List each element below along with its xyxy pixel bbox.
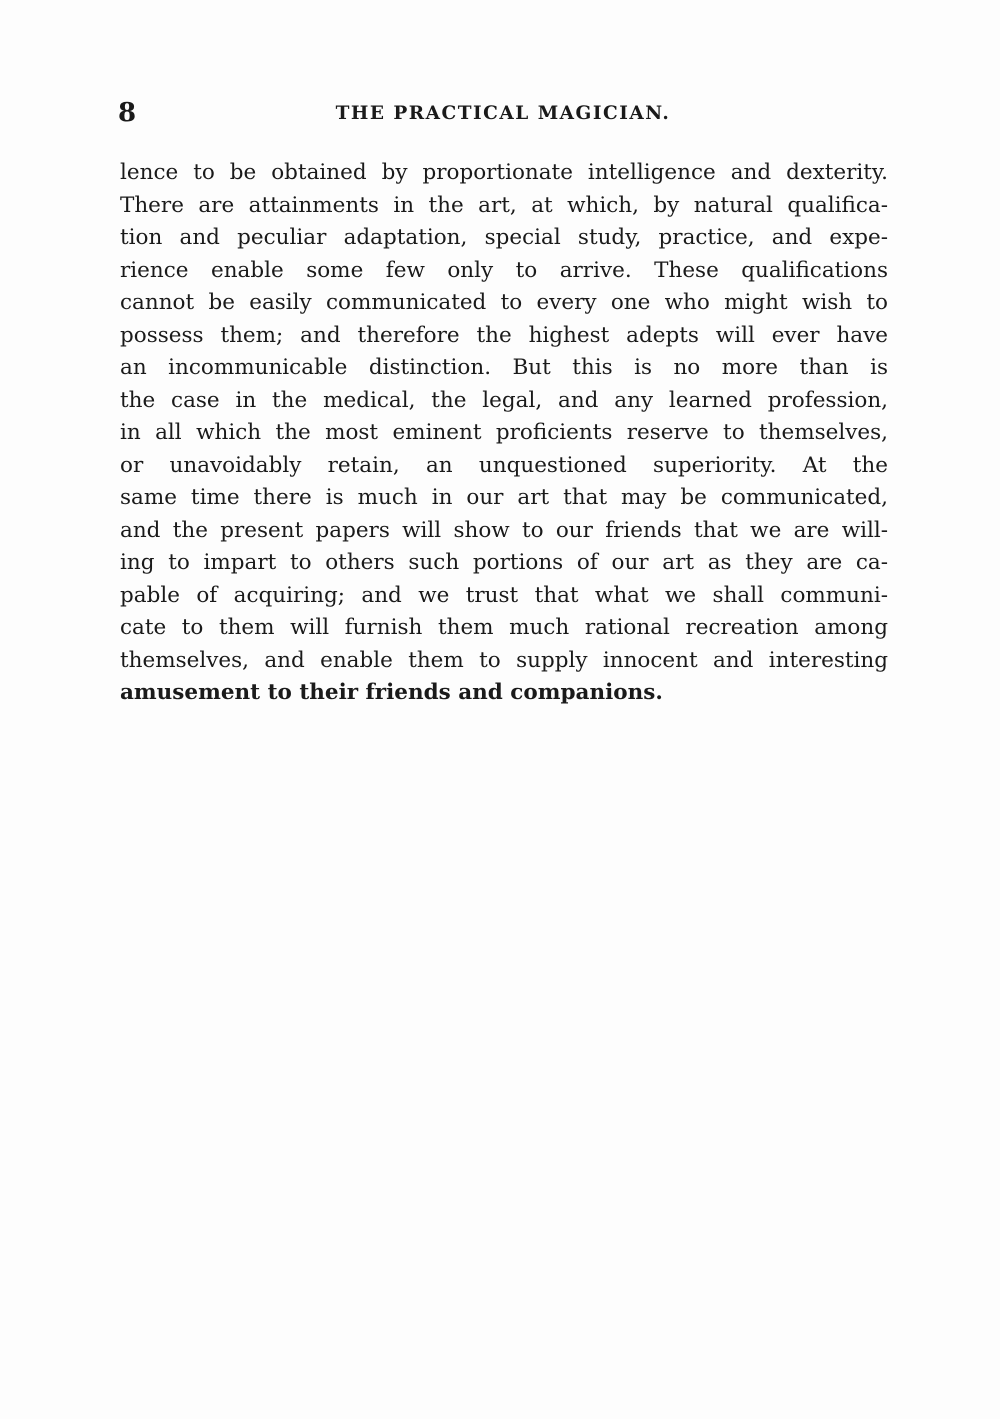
text-line: an incommunicable distinction. But this is no more than is [120, 355, 888, 380]
text-line: cannot be easily communicated to every one who might wish to [120, 290, 888, 315]
text-line: the case in the medical, the legal, and any learned profession, [120, 387, 888, 413]
running-head: THE PRACTICAL MAGICIAN. [335, 103, 671, 124]
body-paragraph [120, 157, 888, 710]
text-line: possess them; and therefore the highest adepts will ever have [120, 322, 888, 348]
text-line: tion and peculiar adaptation, special study, practice, and expe- [120, 225, 888, 250]
text-line: lence to be obtained by proportionate intelligence and dexterity. [120, 160, 888, 185]
page-header [118, 98, 888, 134]
text-line: There are attainments in the art, at which, by natural qualifica- [120, 192, 888, 218]
text-line: in all which the most eminent proficients reserve to themselves, [120, 420, 888, 445]
text-line: pable of acquiring; and we trust that what we shall communi- [120, 582, 888, 608]
text-line: rience enable some few only to arrive. These qualifications [120, 257, 888, 283]
text-line: and the present papers will show to our friends that we are will- [120, 517, 888, 543]
text-line: ing to impart to others such portions of our art as they are ca- [120, 550, 888, 575]
page-number: 8 [118, 98, 137, 128]
text-line: themselves, and enable them to supply innocent and interesting [120, 647, 888, 673]
text-line: cate to them will furnish them much rational recreation among [120, 615, 888, 640]
text-line: same time there is much in our art that may be communicated, [120, 485, 888, 510]
text-line-final: amusement to their friends and companions. [120, 680, 663, 705]
text-line: or unavoidably retain, an unquestioned superiority. At the [120, 452, 888, 478]
